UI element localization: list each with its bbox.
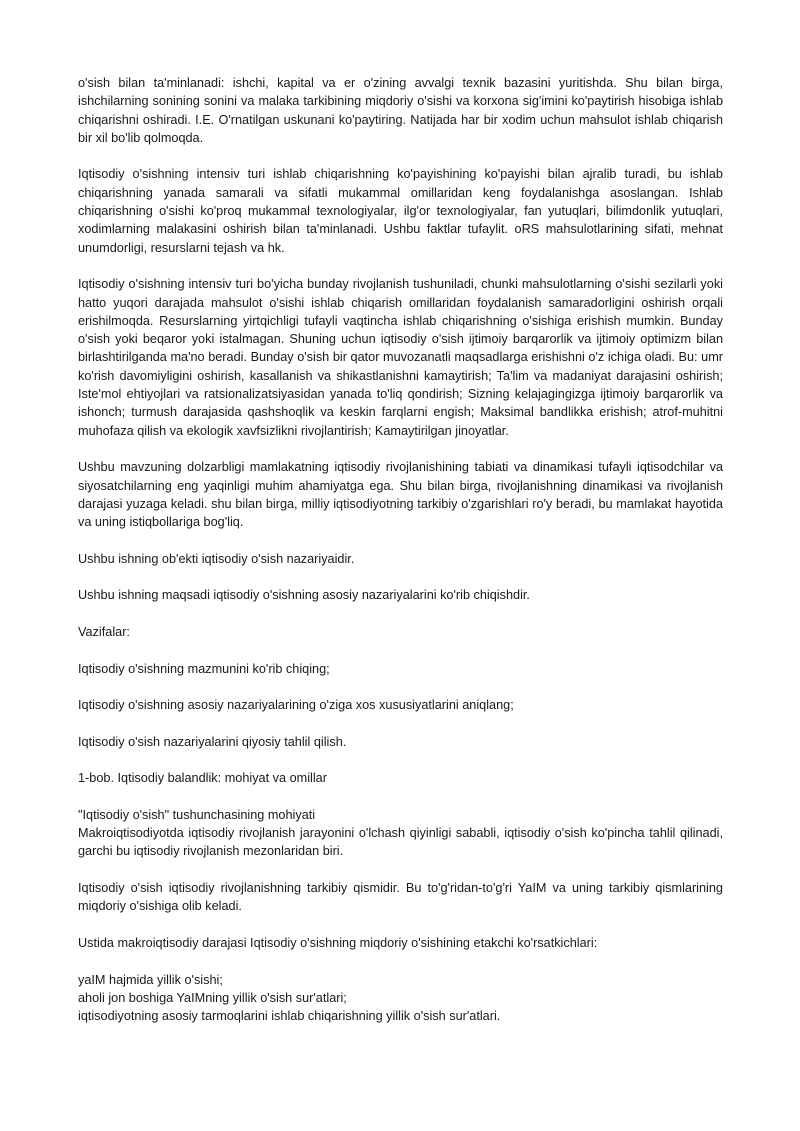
list-item: aholi jon boshiga YaIMning yillik o'sish sur'atlari; <box>78 990 347 1005</box>
task-2: Iqtisodiy o'sishning asosiy nazariyalarining o'ziga xos xususiyatlarini aniqlang; <box>78 698 514 713</box>
tasks-label: Vazifalar: <box>78 624 130 639</box>
paragraph-3: Iqtisodiy o'sishning intensiv turi bo'yicha bunday rivojlanish tushuniladi, chunki mahsulotlarning o'sishi sezilarli yoki hatto yuqori darajada mahsulot o'sishi ishlab chiqarish omillaridan foydalanish samaradorligini oshirish orqali erishilmoqda. Resurslarning yirtqichligi tufayli vaqtincha ishlab chiqarishning o'sishiga erishish mumkin. Bunday o'sish yoki beqaror yoki istalmagan. Shuning uchun iqtisodiy o'sish ijtimoiy barqarorlik va ijtimoiy optimizm bilan birlashtirilganda ma'no beradi. Bunday o'sish bir qator muvozanatli maqsadlarga erishishni o'z ichiga oladi. Bu: umr ko'rish davomiyligini oshirish, kasallanish va shikastlanishni kamaytirish; Ta'lim va madaniyat darajasini oshirish; Iste'mol ehtiyojlari va ratsionalizatsiyasidan yanada to'liq qondirish; Sizning kelajagingizga ijtimoiy barqarorlik va ishonch; turmush darajasida qashshoqlik va keskin farqlarni engish; Maksimal bandlikka erishish; atrof-muhitni muhofaza qilish va ekologik xavfsizlikni rivojlantirish; Kamaytirilgan jinoyatlar. <box>78 277 723 438</box>
indicator-list <box>78 971 723 1026</box>
paragraph-2: Iqtisodiy o'sishning intensiv turi ishlab chiqarishning ko'payishining ko'payishi bilan ajralib turadi, bu ishlab chiqarishning yanada samarali va sifatli mukammal omillaridan keng foydalanishga asoslangan. Ishlab chiqarishning o'sishi ko'proq mukammal texnologiyalar, ilg'or texnologiyalar, fan yutuqlari, bilimdonlik yutuqlari, xodimlarning malakasini oshirish bilan ta'minlanadi. Ushbu faktlar tufaylit. oRS mahsulotlarining sifati, mehnat unumdorligi, resurslarni tejash va hk. <box>78 167 723 255</box>
list-item: iqtisodiyotning asosiy tarmoqlarini ishlab chiqarishning yillik o'sish sur'atlari. <box>78 1009 501 1024</box>
task-1: Iqtisodiy o'sishning mazmunini ko'rib chiqing; <box>78 661 330 676</box>
document-page <box>78 74 723 1025</box>
paragraph-1: o'sish bilan ta'minlanadi: ishchi, kapital va er o'zining avvalgi texnik bazasini yuritishda. Shu bilan birga, ishchilarning sonining sonini va malaka tarkibining miqdoriy o'sishi va korxona sig'imini ko'paytirish hisobiga ishlab chiqarishni oshiradi. I.E. O'rnatilgan uskunani ko'paytiring. Natijada har bir xodim uchun mahsulot ishlab chiqarish bir xil bo'lib qolmoqda. <box>78 76 723 145</box>
paragraph-indicators: Ustida makroiqtisodiy darajasi Iqtisodiy o'sishning miqdoriy o'sishining etakchi ko'rsatkichlari: <box>78 935 598 950</box>
list-item: yaIM hajmida yillik o'sishi; <box>78 972 223 987</box>
section-block <box>78 806 723 861</box>
paragraph-goal: Ushbu ishning maqsadi iqtisodiy o'sishning asosiy nazariyalarini ko'rib chiqishdir. <box>78 588 530 603</box>
chapter-heading: 1-bob. Iqtisodiy balandlik: mohiyat va omillar <box>78 771 327 786</box>
paragraph-4: Ushbu mavzuning dolzarbligi mamlakatning iqtisodiy rivojlanishining tabiati va dinamikasi tufayli iqtisodchilar va siyosatchilarning eng yaqinligi muhim ahamiyatga ega. Shu bilan birga, rivojlanishning dinamikasi va rivojlanish darajasi yuzaga keladi. shu bilan birga, milliy iqtisodiyotning tarkibiy o'zgarishlari ro'y beradi, bu mamlakat hayotida va uning istiqbollariga bog'liq. <box>78 460 723 530</box>
paragraph-components: Iqtisodiy o'sish iqtisodiy rivojlanishning tarkibiy qismidir. Bu to'g'ridan-to'g'ri YaIM va uning tarkibiy qismlarining miqdoriy o'sishiga olib keladi. <box>78 881 723 914</box>
task-3: Iqtisodiy o'sish nazariyalarini qiyosiy tahlil qilish. <box>78 734 347 749</box>
section-body: Makroiqtisodiyotda iqtisodiy rivojlanish jarayonini o'lchash qiyinligi sababli, iqtisodiy o'sish ko'pincha tahlil qilinadi, garchi bu iqtisodiy rivojlanish mezonlaridan biri. <box>78 826 723 859</box>
section-heading: "Iqtisodiy o'sish" tushunchasining mohiyati <box>78 807 316 822</box>
paragraph-object: Ushbu ishning ob'ekti iqtisodiy o'sish nazariyaidir. <box>78 551 355 566</box>
